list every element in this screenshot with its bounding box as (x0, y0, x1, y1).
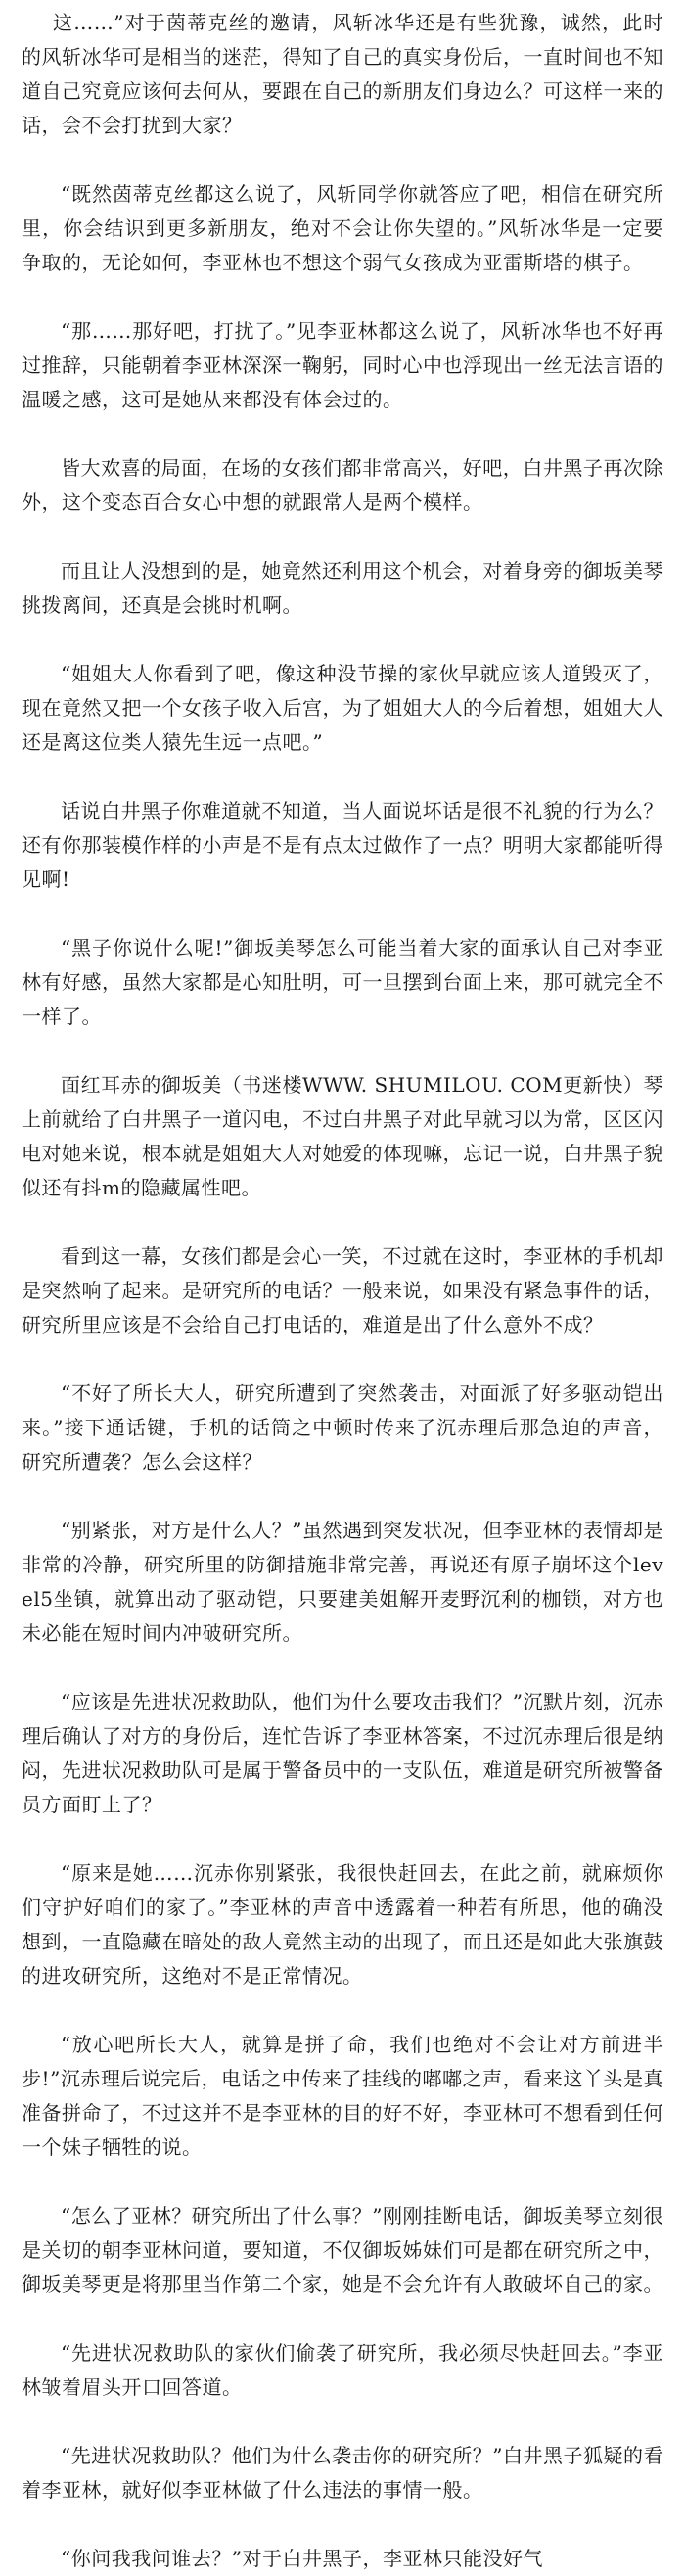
paragraph: “既然茵蒂克丝都这么说了，风斩同学你就答应了吧，相信在研究所里，你会结识到更多新朋友，绝对不会让你失望的。”风斩冰华是一定要争取的，无论如何，李亚林也不想这个弱气女孩成为亚雷斯塔的棋子。 (22, 182, 663, 274)
paragraph: “姐姐大人你看到了吧，像这种没节操的家伙早就应该人道毁灭了，现在竟然又把一个女孩子收入后宫，为了姐姐大人的今后着想，姐姐大人还是离这位类人猿先生远一点吧。” (22, 662, 663, 754)
paragraph: “那……那好吧，打扰了。”见李亚林都这么说了，风斩冰华也不好再过推辞，只能朝着李亚林深深一鞠躬，同时心中也浮现出一丝无法言语的温暖之感，这可是她从来都没有体会过的。 (22, 319, 663, 411)
paragraph: 这……”对于茵蒂克丝的邀请，风斩冰华还是有些犹豫，诚然，此时的风斩冰华可是相当的迷茫，得知了自己的真实身份后，一直时间也不知道自己究竟应该何去何从，要跟在自己的新朋友们身边么？可这样一来的话，会不会打扰到大家？ (22, 11, 663, 137)
paragraph: “先进状况救助队的家伙们偷袭了研究所，我必须尽快赶回去。”李亚林皱着眉头开口回答道。 (22, 2341, 663, 2399)
paragraph: “不好了所长大人，研究所遭到了突然袭击，对面派了好多驱动铠出来。”接下通话键，手机的话筒之中顿时传来了沉赤理后那急迫的声音，研究所遭袭？怎么会这样？ (22, 1382, 663, 1474)
paragraph: 皆大欢喜的局面，在场的女孩们都非常高兴，好吧，白井黑子再次除外，这个变态百合女心中想的就跟常人是两个模样。 (22, 456, 663, 514)
paragraph: “先进状况救助队？他们为什么袭击你的研究所？”白井黑子狐疑的看着李亚林，就好似李亚林做了什么违法的事情一般。 (22, 2444, 663, 2502)
paragraph: 话说白井黑子你难道就不知道，当人面说坏话是很不礼貌的行为么？还有你那装模作样的小声是不是有点太过做作了一点？明明大家都能听得见啊! (22, 799, 663, 891)
paragraph: “别紧张，对方是什么人？”虽然遇到突发状况，但李亚林的表情却是非常的冷静，研究所里的防御措施非常完善，再说还有原子崩坏这个level5坐镇，就算出动了驱动铠，只要建美姐解开麦野沉利的枷锁，对方也未必能在短时间内冲破研究所。 (22, 1519, 663, 1645)
paragraph: “怎么了亚林？研究所出了什么事？”刚刚挂断电话，御坂美琴立刻很是关切的朝李亚林问道，要知道，不仅御坂姊妹们可是都在研究所之中，御坂美琴更是将那里当作第二个家，她是不会允许有人敢破坏自己的家。 (22, 2204, 663, 2296)
paragraph: “原来是她……沉赤你别紧张，我很快赶回去，在此之前，就麻烦你们守护好咱们的家了。”李亚林的声音中透露着一种若有所思，他的确没想到，一直隐藏在暗处的敌人竟然主动的出现了，而且还是如此大张旗鼓的进攻研究所，这绝对不是正常情况。 (22, 1861, 663, 1988)
paragraph: 面红耳赤的御坂美（书迷楼WWW. SHUMILOU. COM更新快）琴上前就给了白井黑子一道闪电，不过白井黑子对此早就习以为常，区区闪电对她来说，根本就是姐姐大人对她爱的体现嘛，忘记一说，白井黑子貌似还有抖m的隐藏属性吧。 (22, 1073, 663, 1199)
paragraph: 看到这一幕，女孩们都是会心一笑，不过就在这时，李亚林的手机却是突然响了起来。是研究所的电话？一般来说，如果没有紧急事件的话，研究所里应该是不会给自己打电话的，难道是出了什么意外不成？ (22, 1244, 663, 1336)
paragraph: 而且让人没想到的是，她竟然还利用这个机会，对着身旁的御坂美琴挑拨离间，还真是会挑时机啊。 (22, 559, 663, 617)
paragraph: “放心吧所长大人，就算是拼了命，我们也绝对不会让对方前进半步!”沉赤理后说完后，电话之中传来了挂线的嘟嘟之声，看来这丫头是真准备拼命了，不过这并不是李亚林的目的好不好，李亚林可不想看到任何一个妹子牺牲的说。 (22, 2033, 663, 2159)
paragraph: “你问我我问谁去？”对于白井黑子，李亚林只能没好气 (61, 2547, 543, 2570)
paragraph: “应该是先进状况救助队，他们为什么要攻击我们？”沉默片刻，沉赤理后确认了对方的身份后，连忙告诉了李亚林答案，不过沉赤理后很是纳闷，先进状况救助队可是属于警备员中的一支队伍，难道是研究所被警备员方面盯上了？ (22, 1690, 663, 1816)
paragraph: “黑子你说什么呢!”御坂美琴怎么可能当着大家的面承认自己对李亚林有好感，虽然大家都是心知肚明，可一旦摆到台面上来，那可就完全不一样了。 (22, 936, 663, 1028)
